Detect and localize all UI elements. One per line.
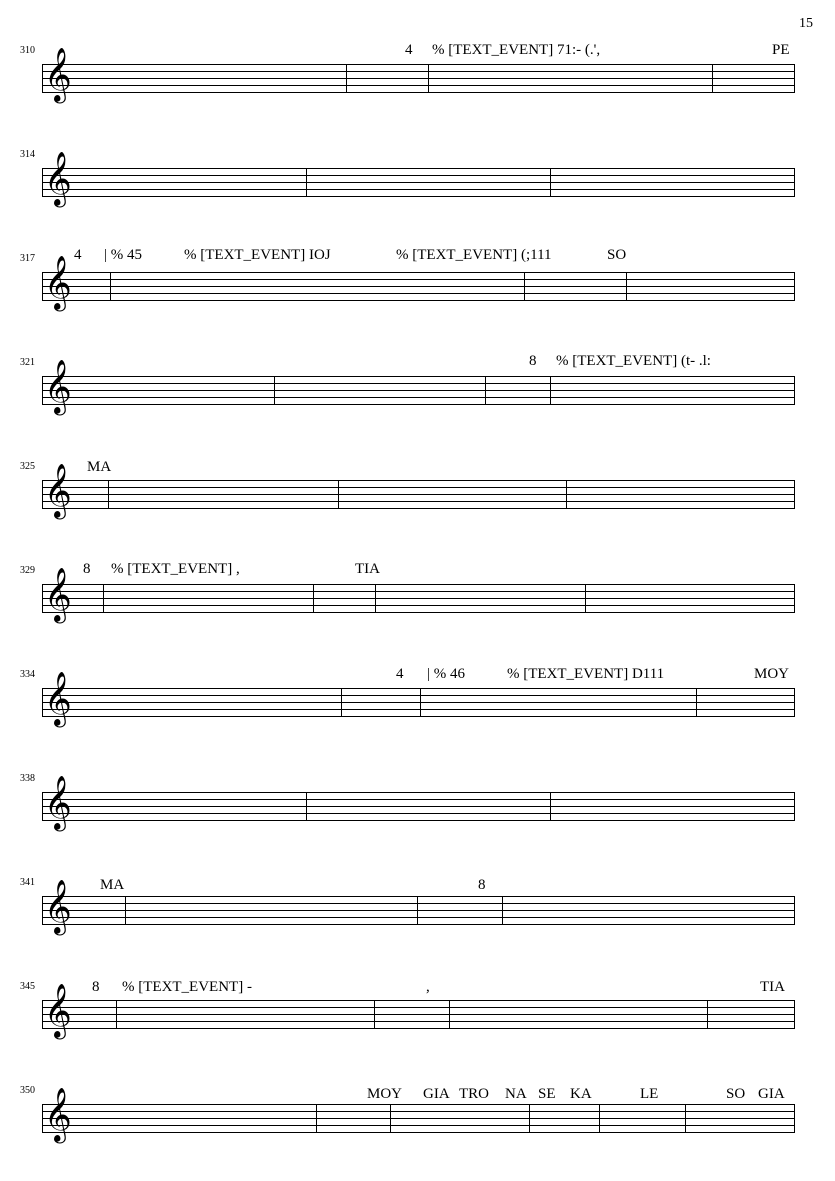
- barline: [420, 688, 421, 717]
- staff-line: [42, 189, 795, 190]
- barline: [550, 376, 551, 405]
- staff-line: [42, 896, 795, 897]
- text-annotation: 4: [74, 247, 82, 263]
- staff-line: [42, 702, 795, 703]
- text-annotation: TIA: [760, 979, 785, 995]
- treble-clef-icon: 𝄞: [44, 151, 72, 206]
- text-annotation: TRO: [459, 1086, 489, 1102]
- barline: [794, 480, 795, 509]
- treble-clef-icon: 𝄞: [44, 359, 72, 414]
- text-annotation: | % 45: [104, 247, 142, 263]
- barline: [42, 584, 43, 613]
- measure-number: 329: [20, 565, 35, 576]
- treble-clef-icon: 𝄞: [44, 47, 72, 102]
- staff-line: [42, 404, 795, 405]
- staff-line: [42, 917, 795, 918]
- barline: [707, 1000, 708, 1029]
- text-annotation: 8: [478, 877, 486, 893]
- staff-line: [42, 1132, 795, 1133]
- barline: [103, 584, 104, 613]
- text-annotation: SE: [538, 1086, 556, 1102]
- staff-line: [42, 598, 795, 599]
- measure-number: 350: [20, 1085, 35, 1096]
- staff-line: [42, 85, 795, 86]
- barline: [108, 480, 109, 509]
- treble-clef-icon: 𝄞: [44, 671, 72, 726]
- measure-number: 325: [20, 461, 35, 472]
- staff-line: [42, 300, 795, 301]
- staff-line: [42, 605, 795, 606]
- barline: [374, 1000, 375, 1029]
- treble-clef-icon: 𝄞: [44, 879, 72, 934]
- staff-line: [42, 695, 795, 696]
- staff-line: [42, 813, 795, 814]
- text-annotation: | % 46: [427, 666, 465, 682]
- staff-line: [42, 175, 795, 176]
- barline: [794, 792, 795, 821]
- measure-number: 345: [20, 981, 35, 992]
- barline: [306, 792, 307, 821]
- barline: [485, 376, 486, 405]
- staff-line: [42, 78, 795, 79]
- treble-clef-icon: 𝄞: [44, 463, 72, 518]
- staff-line: [42, 508, 795, 509]
- treble-clef-icon: 𝄞: [44, 775, 72, 830]
- barline: [502, 896, 503, 925]
- barline: [529, 1104, 530, 1133]
- barline: [316, 1104, 317, 1133]
- staff-line: [42, 688, 795, 689]
- staff-line: [42, 584, 795, 585]
- staff-line: [42, 501, 795, 502]
- barline: [341, 688, 342, 717]
- barline: [794, 272, 795, 301]
- staff-line: [42, 820, 795, 821]
- barline: [794, 896, 795, 925]
- barline: [42, 1000, 43, 1029]
- text-annotation: % [TEXT_EVENT] (t- .l:: [556, 353, 711, 369]
- measure-number: 314: [20, 149, 35, 160]
- barline: [116, 1000, 117, 1029]
- staff-line: [42, 293, 795, 294]
- barline: [712, 64, 713, 93]
- barline: [794, 376, 795, 405]
- staff-line: [42, 903, 795, 904]
- staff-line: [42, 196, 795, 197]
- staff-line: [42, 279, 795, 280]
- barline: [306, 168, 307, 197]
- text-annotation: % [TEXT_EVENT] IOJ: [184, 247, 331, 263]
- staff-line: [42, 1118, 795, 1119]
- barline: [599, 1104, 600, 1133]
- barline: [794, 688, 795, 717]
- barline: [346, 64, 347, 93]
- barline: [110, 272, 111, 301]
- staff-line: [42, 1104, 795, 1105]
- staff-line: [42, 397, 795, 398]
- staff-line: [42, 71, 795, 72]
- barline: [794, 168, 795, 197]
- staff-line: [42, 591, 795, 592]
- barline: [524, 272, 525, 301]
- text-annotation: 4: [396, 666, 404, 682]
- text-annotation: 8: [92, 979, 100, 995]
- barline: [375, 584, 376, 613]
- measure-number: 321: [20, 357, 35, 368]
- page-number: 15: [799, 16, 813, 31]
- barline: [274, 376, 275, 405]
- treble-clef-icon: 𝄞: [44, 1087, 72, 1142]
- text-annotation: GIA: [423, 1086, 450, 1102]
- barline: [449, 1000, 450, 1029]
- text-annotation: TIA: [355, 561, 380, 577]
- staff-line: [42, 792, 795, 793]
- staff: [42, 151, 795, 206]
- barline: [585, 584, 586, 613]
- staff-line: [42, 64, 795, 65]
- barline: [550, 792, 551, 821]
- barline: [42, 64, 43, 93]
- barline: [417, 896, 418, 925]
- barline: [42, 792, 43, 821]
- staff-line: [42, 92, 795, 93]
- text-annotation: SO: [726, 1086, 746, 1102]
- treble-clef-icon: 𝄞: [44, 567, 72, 622]
- text-annotation: SO: [607, 247, 627, 263]
- barline: [794, 64, 795, 93]
- text-annotation: PE: [772, 42, 790, 58]
- staff-line: [42, 390, 795, 391]
- staff-line: [42, 494, 795, 495]
- staff-line: [42, 168, 795, 169]
- text-annotation: NA: [505, 1086, 527, 1102]
- staff-line: [42, 272, 795, 273]
- staff-line: [42, 924, 795, 925]
- text-annotation: 8: [83, 561, 91, 577]
- staff-line: [42, 480, 795, 481]
- staff-line: [42, 1125, 795, 1126]
- barline: [42, 480, 43, 509]
- text-annotation: MOY: [754, 666, 790, 682]
- staff-line: [42, 1021, 795, 1022]
- barline: [313, 584, 314, 613]
- measure-number: 317: [20, 253, 35, 264]
- barline: [42, 168, 43, 197]
- staff: [42, 775, 795, 830]
- text-annotation: GIA: [758, 1086, 785, 1102]
- text-annotation: % [TEXT_EVENT] (;111: [396, 247, 552, 263]
- barline: [794, 1000, 795, 1029]
- barline: [42, 376, 43, 405]
- text-annotation: LE: [640, 1086, 659, 1102]
- text-annotation: % [TEXT_EVENT] -: [122, 979, 252, 995]
- text-annotation: 4: [405, 42, 413, 58]
- text-annotation: MOY: [367, 1086, 403, 1102]
- barline: [794, 584, 795, 613]
- staff-line: [42, 709, 795, 710]
- barline: [566, 480, 567, 509]
- staff-line: [42, 383, 795, 384]
- text-annotation: 8: [529, 353, 537, 369]
- barline: [550, 168, 551, 197]
- staff-line: [42, 1007, 795, 1008]
- staff-line: [42, 286, 795, 287]
- barline: [42, 272, 43, 301]
- text-annotation: % [TEXT_EVENT] ,: [111, 561, 240, 577]
- text-annotation: MA: [100, 877, 125, 893]
- text-annotation: MA: [87, 459, 112, 475]
- measure-number: 338: [20, 773, 35, 784]
- barline: [125, 896, 126, 925]
- staff-line: [42, 1014, 795, 1015]
- measure-number: 334: [20, 669, 35, 680]
- staff-line: [42, 799, 795, 800]
- measure-number: 310: [20, 45, 35, 56]
- treble-clef-icon: 𝄞: [44, 983, 72, 1038]
- text-annotation: % [TEXT_EVENT] D111: [507, 666, 665, 682]
- staff-line: [42, 612, 795, 613]
- staff-line: [42, 910, 795, 911]
- barline: [390, 1104, 391, 1133]
- staff-line: [42, 1111, 795, 1112]
- barline: [685, 1104, 686, 1133]
- staff-line: [42, 487, 795, 488]
- barline: [42, 688, 43, 717]
- staff-line: [42, 182, 795, 183]
- barline: [428, 64, 429, 93]
- text-annotation: KA: [570, 1086, 592, 1102]
- staff-line: [42, 716, 795, 717]
- barline: [794, 1104, 795, 1133]
- barline: [626, 272, 627, 301]
- staff-line: [42, 806, 795, 807]
- treble-clef-icon: 𝄞: [44, 255, 72, 310]
- text-annotation: ,: [426, 979, 430, 995]
- staff-line: [42, 1000, 795, 1001]
- staff-line: [42, 376, 795, 377]
- barline: [42, 1104, 43, 1133]
- barline: [696, 688, 697, 717]
- barline: [42, 896, 43, 925]
- staff-line: [42, 1028, 795, 1029]
- measure-number: 341: [20, 877, 35, 888]
- barline: [338, 480, 339, 509]
- text-annotation: % [TEXT_EVENT] 71:- (.',: [432, 42, 601, 58]
